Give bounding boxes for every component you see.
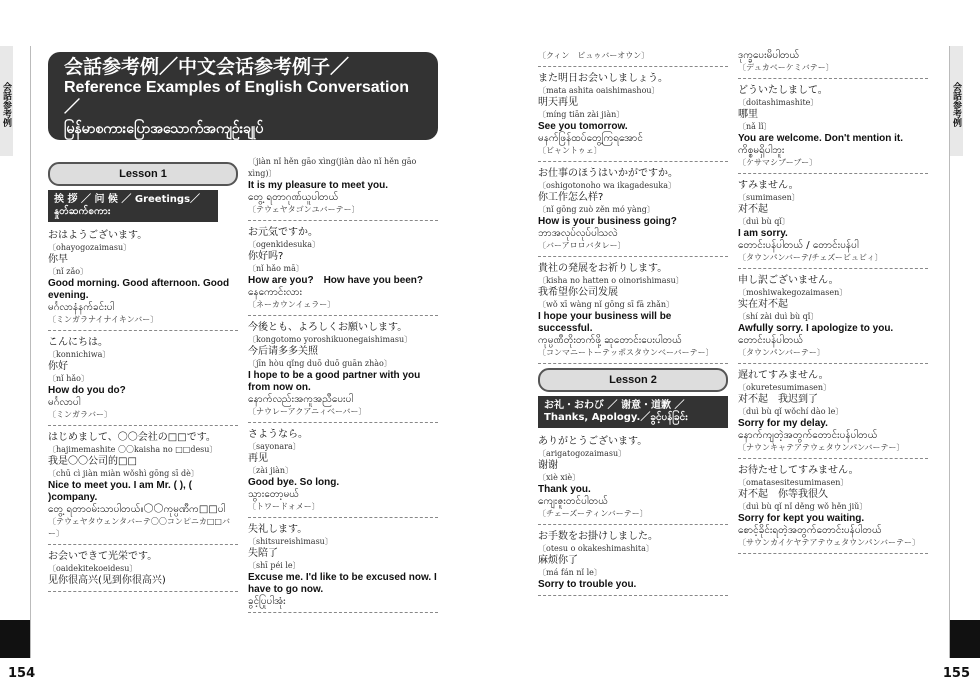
phrase-entry — [538, 48, 728, 67]
phrase-line: 〔konnichiwa〕 — [48, 350, 111, 359]
phrase-line: 〔ohayogozaimasu〕 — [48, 243, 132, 252]
phrase-line: 哪里 — [738, 109, 758, 120]
phrase-line: မင်္ဂလာနံနက်ခင်းပါ — [48, 302, 115, 313]
column-2 — [248, 154, 438, 617]
phrase-line: 〔xiè xiè〕 — [538, 473, 581, 482]
phrase-line: Sorry for kept you waiting. — [738, 513, 865, 524]
phrase-line: 对不起 你等我很久 — [738, 489, 828, 500]
phrase-line: 我希望你公司发展 — [538, 287, 618, 298]
phrase-line: 今後とも、よろしくお願いします。 — [248, 322, 408, 333]
phrase-line: 实在对不起 — [738, 299, 788, 310]
phrase-line: တောင်းပန်ပါတယ် / တောင်းပန်ပါ — [738, 240, 859, 251]
banner-line-3: မြန်မာစကားပြောအသောက်အကျဉ်းချုပ် — [64, 120, 264, 136]
phrase-entry — [738, 368, 928, 459]
phrase-line: 〔míng tiān zài jiàn〕 — [538, 110, 625, 119]
side-bar-right — [950, 620, 980, 658]
phrase-line: တောင်းပန်ပါတယ် — [738, 335, 804, 346]
phrase-line: 〔chū cì jiàn miàn wǒshì gōng sī dè〕 — [48, 469, 199, 478]
phrase-line: 〔arigatogozaimasu〕 — [538, 449, 627, 458]
phrase-line: 〔kisha no hatten o oinorishimasu〕 — [538, 276, 684, 285]
phrase-line: 〔nǐ zǎo〕 — [48, 267, 89, 276]
phrase-line: どういたしまして。 — [738, 85, 828, 96]
column-4 — [738, 48, 928, 558]
side-tab-left — [0, 46, 31, 658]
phrase-line: 〔バーアロロバタレー〕 — [538, 241, 626, 250]
phrase-line: 〔hajimemashite 〇〇kaisha no □□desu〕 — [48, 445, 218, 454]
phrase-line: 〔jiàn nǐ hěn gāo xìng(jiàn dào nǐ hěn gāo xìng)〕 — [248, 157, 417, 178]
phrase-entry — [248, 427, 438, 518]
phrase-line: 你好吗? — [248, 251, 284, 262]
phrase-line: 〔oshigotonoho wa ikagadesuka〕 — [538, 181, 677, 190]
phrase-line: Good bye. So long. — [248, 477, 340, 488]
phrase-entry — [538, 71, 728, 162]
phrase-line: 〔テウェヤタウェンタバーテ〇〇コンピニカ□□バー〕 — [48, 517, 230, 538]
phrase-line: こんにちは。 — [48, 337, 108, 348]
side-bar-left — [0, 620, 30, 658]
phrase-line: 〔コンマニートーテッポスタウンベーバーテー〕 — [538, 348, 714, 357]
category-thanks: お礼・おわび ／ 谢意・道歉 ／ Thanks, Apology.／ခွင့်ပန်ခြင်း — [538, 396, 728, 428]
phrase-line: 〔ミンガラナイナイキンバー〕 — [48, 315, 159, 324]
phrase-line: 〔duì bù qǐ〕 — [738, 217, 790, 226]
phrase-entry — [48, 430, 238, 545]
phrase-entry — [248, 522, 438, 613]
phrase-line: I am sorry. — [738, 228, 788, 239]
phrase-line: 〔duì bù qǐ wǒchí dào le〕 — [738, 407, 844, 416]
phrase-line: 〔ミンガラバー〕 — [48, 410, 112, 419]
phrase-line: 麻烦你了 — [538, 555, 578, 566]
phrase-line: How are you? How have you been? — [248, 275, 424, 286]
column-2-entries — [248, 154, 438, 613]
column-3-entries — [538, 48, 728, 364]
phrase-line: 对不起 — [738, 204, 768, 215]
phrase-line: 〔wǒ xī wàng nǐ gōng sī fā zhǎn〕 — [538, 300, 675, 309]
phrase-line: 你工作怎么样? — [538, 192, 604, 203]
banner-line-1: 会話参考例／中文会话参考例子／ — [64, 57, 350, 78]
phrase-line: 〔zài jiàn〕 — [248, 466, 294, 475]
phrase-line: 〔ナウレーアクアニィベーバー〕 — [248, 407, 367, 416]
phrase-line: さようなら。 — [248, 429, 308, 440]
phrase-line: 对不起 我迟到了 — [738, 394, 818, 405]
phrase-line: I hope your business will be successful. — [538, 311, 672, 334]
phrase-line: 〔sumimasen〕 — [738, 193, 800, 202]
phrase-line: 〔ビャントゥェ〕 — [538, 146, 602, 155]
phrase-line: ありがとうございます。 — [538, 436, 648, 447]
phrase-line: はじめまして、〇〇会社の□□です。 — [48, 432, 216, 443]
phrase-line: 〔shí zài duì bù qǐ〕 — [738, 312, 819, 321]
lesson-2-header: Lesson 2 — [538, 368, 728, 392]
side-label-left: 会話参考例 — [0, 46, 13, 156]
phrase-line: နေကောင်းလား — [248, 287, 303, 298]
phrase-line: ဒုက္ခပေးမိပါတယ် — [738, 50, 800, 61]
phrase-line: 明天再见 — [538, 97, 578, 108]
lesson-1-header: Lesson 1 — [48, 162, 238, 186]
phrase-line: 〔duì bù qǐ nǐ děng wǒ hěn jiǔ〕 — [738, 502, 868, 511]
phrase-line: 〔sayonara〕 — [248, 442, 301, 451]
phrase-line: 〔nǐ hǎo〕 — [48, 374, 89, 383]
phrase-line: ဘာအလုပ်လုပ်ပါသလဲ — [538, 228, 618, 239]
phrase-line: It is my pleasure to meet you. — [248, 180, 389, 191]
phrase-line: ကျေးဇူးတင်ပါတယ် — [538, 496, 608, 507]
phrase-entry — [738, 178, 928, 269]
phrase-line: お手数をお掛けしました。 — [538, 531, 658, 542]
phrase-line: 〔okuretesumimasen〕 — [738, 383, 832, 392]
phrase-entry — [248, 320, 438, 423]
phrase-line: 你早 — [48, 254, 68, 265]
phrase-line: 我是〇〇公司的□□ — [48, 456, 137, 467]
phrase-line: 〔テウェヤタゴンユバーテー〕 — [248, 205, 360, 214]
phrase-line: 再见 — [248, 453, 268, 464]
phrase-line: 〔クィン ビュゥバーオウン〕 — [538, 51, 650, 60]
phrase-line: 〔jīn hòu qǐng duō duō guān zhào〕 — [248, 359, 392, 368]
phrase-line: You are welcome. Don't mention it. — [738, 133, 903, 144]
side-label-right: 会話参考例 — [950, 46, 963, 156]
phrase-line: 〔ogenkidesuka〕 — [248, 240, 320, 249]
phrase-line: 〔タウンパンバーテー〕 — [738, 348, 825, 357]
phrase-line: 〔doitashimashite〕 — [738, 98, 819, 107]
phrase-line: 〔タウンパンバーテ/チェズービュビィ〕 — [738, 253, 883, 262]
phrase-line: 〔ナウンキャテアテウェタウンパンバーテー〕 — [738, 443, 905, 452]
phrase-entry — [48, 549, 238, 592]
title-banner — [48, 52, 438, 140]
phrase-line: 〔トワードォメー〕 — [248, 502, 320, 511]
phrase-line: 〔ネーカウンイェラー〕 — [248, 300, 336, 309]
phrase-line: 〔moshiwakegozaimasen〕 — [738, 288, 848, 297]
phrase-line: 失礼します。 — [248, 524, 308, 535]
phrase-line: 见你很高兴(见到你很高兴) — [48, 575, 166, 586]
phrase-entry — [738, 83, 928, 174]
phrase-line: How is your business going? — [538, 216, 677, 227]
phrase-line: お会いできて光栄です。 — [48, 551, 158, 562]
phrase-line: 〔nǎ lǐ〕 — [738, 122, 772, 131]
page-number-left: 154 — [8, 666, 36, 681]
phrase-line: 〔nǐ gōng zuò zěn mó yàng〕 — [538, 205, 655, 214]
phrase-line: 〔shī péi le〕 — [248, 561, 301, 570]
phrase-line: Good morning. Good afternoon. Good evening. — [48, 278, 230, 301]
phrase-line: 〔otesu o okakeshimashita〕 — [538, 544, 654, 553]
phrase-entry — [248, 225, 438, 316]
column-3b-entries — [538, 434, 728, 596]
phrase-line: おはようございます。 — [48, 230, 148, 241]
phrase-line: See you tomorrow. — [538, 121, 628, 132]
phrase-entry — [538, 434, 728, 525]
banner-line-2: Reference Examples of English Conversation／ — [64, 79, 409, 116]
phrase-line: တွေ့ ရတာဂုဏ်ယူပါတယ် — [248, 192, 339, 203]
phrase-line: 你好 — [48, 361, 68, 372]
phrase-line: 〔shitsureishimasu〕 — [248, 537, 333, 546]
phrase-line: 〔チェーズーティンバーテー〕 — [538, 509, 648, 518]
phrase-line: နောက်လည်းအကူအညီပေးပါ — [248, 394, 353, 405]
phrase-line: မင်္ဂလာပါ — [48, 397, 81, 408]
phrase-line: 今后请多多关照 — [248, 346, 318, 357]
phrase-line: 貴社の発展をお祈りします。 — [538, 263, 668, 274]
phrase-line: お仕事のほうはいかがですか。 — [538, 168, 678, 179]
phrase-line: 申し訳ございません。 — [738, 275, 839, 286]
phrase-line: 〔má fán nǐ le〕 — [538, 568, 602, 577]
phrase-line: Nice to meet you. I am Mr. ( ), ( )company. — [48, 480, 192, 503]
phrase-entry — [48, 335, 238, 426]
phrase-entry — [738, 463, 928, 554]
phrase-line: 〔kongotomo yoroshikuonegaishimasu〕 — [248, 335, 413, 344]
phrase-line: ခွင့်ပြုပါအုံး — [248, 596, 286, 607]
phrase-line: 遅れてすみません。 — [738, 370, 829, 381]
column-1-entries — [48, 228, 238, 592]
phrase-line: ကိစ္စမရှိပါဘူး — [738, 145, 785, 156]
phrase-line: Sorry for my delay. — [738, 418, 828, 429]
phrase-entry — [538, 166, 728, 257]
phrase-line: 〔サウンカイケヤテアテウェタウンパンバーテー〕 — [738, 538, 920, 547]
phrase-entry — [48, 228, 238, 331]
phrase-line: 〔omatasesitesumimasen〕 — [738, 478, 849, 487]
phrase-entry — [738, 48, 928, 79]
phrase-line: How do you do? — [48, 385, 126, 396]
phrase-line: တွေ့ ရတာဝမ်းသာပါတယ်။〇〇ကုမ္ပဏီက□□ပါ — [48, 504, 226, 515]
phrase-line: သွားတော့မယ် — [248, 489, 300, 500]
phrase-line: 谢谢 — [538, 460, 558, 471]
phrase-line: お元気ですか。 — [248, 227, 318, 238]
phrase-line: 〔ケサマシブーブー〕 — [738, 158, 818, 167]
phrase-line: I hope to be a good partner with you from now on. — [248, 370, 421, 393]
phrase-line: お待たせしてすみません。 — [738, 465, 859, 476]
phrase-line: また明日お会いしましょう。 — [538, 73, 668, 84]
phrase-line: ကုမ္ပဏီတိုးတက်ဖို့ ဆုတောင်းပေးပါတယ် — [538, 335, 682, 346]
phrase-line: စောင့်ခိုင်းရတဲ့အတွက်တောင်းပန်ပါတယ် — [738, 525, 882, 536]
page-number-right: 155 — [942, 666, 970, 681]
phrase-line: နောက်ကျတဲ့အတွက်တောင်းပန်ပါတယ် — [738, 430, 878, 441]
column-1 — [48, 158, 238, 596]
column-4-entries — [738, 48, 928, 554]
phrase-line: Awfully sorry. I apologize to you. — [738, 323, 894, 334]
phrase-entry — [538, 529, 728, 596]
phrase-line: 〔デュカベーケミバテー〕 — [738, 63, 834, 72]
phrase-line: Sorry to trouble you. — [538, 579, 637, 590]
phrase-line: すみません。 — [738, 180, 799, 191]
phrase-line: မနက်ဖြန်ထပ်တွေ့ကြရအောင် — [538, 133, 643, 144]
column-3 — [538, 48, 728, 600]
phrase-entry — [538, 261, 728, 364]
phrase-line: 失陪了 — [248, 548, 278, 559]
phrase-line: 〔oaidekitekoeidesu〕 — [48, 564, 138, 573]
category-greetings: 挨 拶 ／ 问 候 ／ Greetings／ နှုတ်ဆက်စကား — [48, 190, 218, 222]
phrase-entry — [248, 154, 438, 221]
phrase-entry — [738, 273, 928, 364]
phrase-line: 〔mata ashita oaishimashou〕 — [538, 86, 660, 95]
phrase-line: 〔nǐ hǎo mā〕 — [248, 264, 304, 273]
side-tab-right — [949, 46, 980, 658]
phrase-line: Thank you. — [538, 484, 591, 495]
phrase-line: Excuse me. I'd like to be excused now. I have to go now. — [248, 572, 437, 595]
